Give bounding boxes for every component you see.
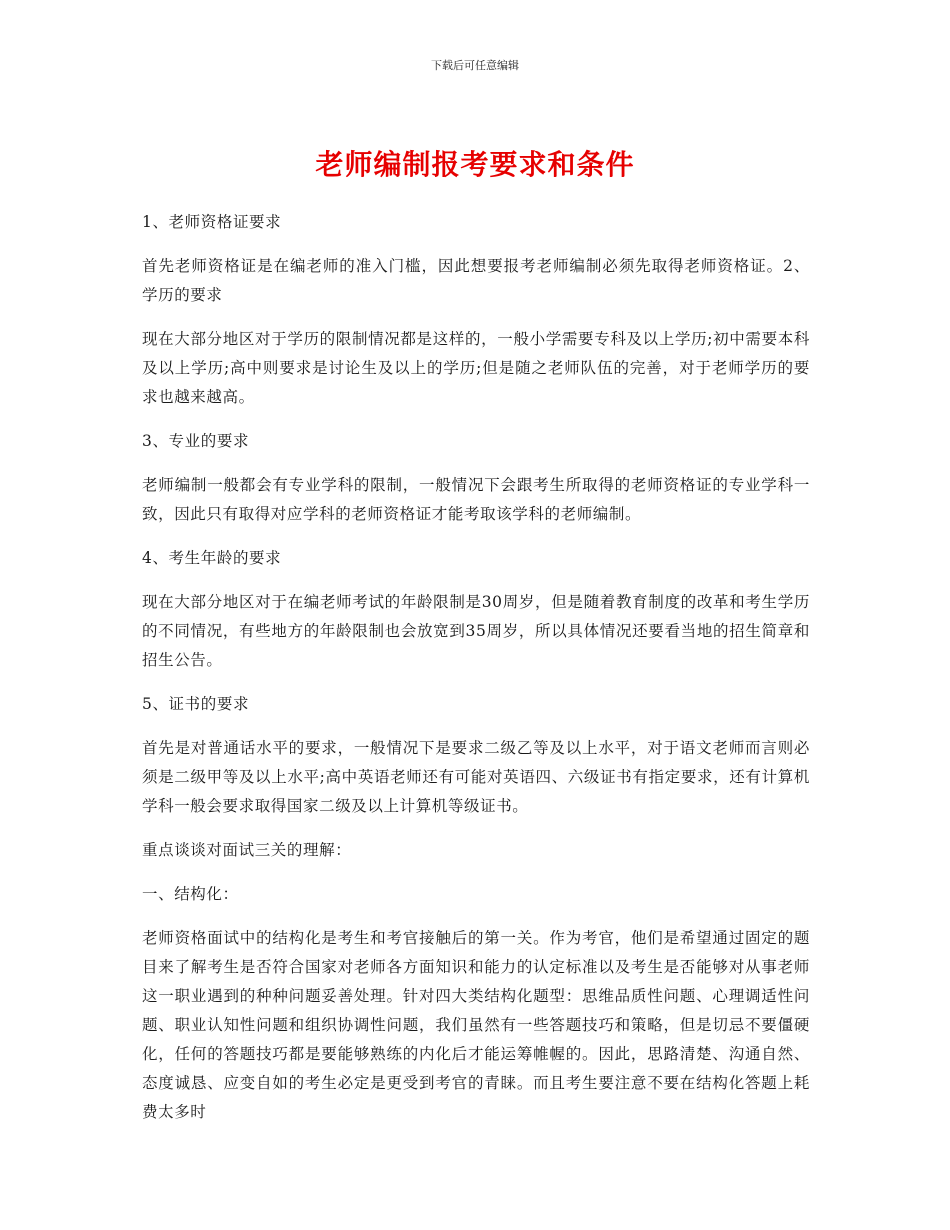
interview-intro: 重点谈谈对面试三关的理解： — [142, 841, 352, 859]
document-body — [142, 208, 810, 1142]
header-note: 下载后可任意编辑 — [431, 59, 519, 72]
section-heading-3: 3、专业的要求 — [142, 432, 250, 450]
paragraph-1: 首先老师资格证是在编老师的准入门槛，因此想要报考老师编制必须先取得老师资格证。2、学历的要求 — [142, 257, 810, 304]
interview-heading-structured: 一、结构化： — [142, 885, 239, 903]
section-heading-1: 1、老师资格证要求 — [142, 213, 282, 231]
document-title: 老师编制报考要求和条件 — [315, 148, 635, 181]
section-heading-5: 5、证书的要求 — [142, 695, 250, 713]
paragraph-5: 首先是对普通话水平的要求，一般情况下是要求二级乙等及以上水平，对于语文老师而言则必须是二级甲等及以上水平;高中英语老师还有可能对英语四、六级证书有指定要求，还有计算机学科一般会要求取得国家二级及以上计算机等级证书。 — [142, 739, 810, 815]
paragraph-structured: 老师资格面试中的结构化是考生和考官接触后的第一关。作为考官，他们是希望通过固定的题目来了解考生是否符合国家对老师各方面知识和能力的认定标准以及考生是否能够对从事老师这一职业遇到的种种问题妥善处理。针对四大类结构化题型：思维品质性问题、心理调适性问题、职业认知性问题和组织协调性问题，我们虽然有一些答题技巧和策略，但是切忌不要僵硬化，任何的答题技巧都是要能够熟练的内化后才能运筹帷幄的。因此，思路清楚、沟通自然、态度诚恳、应变自如的考生必定是更受到考官的青睐。而且考生要注意不要在结构化答题上耗费太多时 — [142, 929, 810, 1121]
paragraph-3: 老师编制一般都会有专业学科的限制，一般情况下会跟考生所取得的老师资格证的专业学科一致，因此只有取得对应学科的老师资格证才能考取该学科的老师编制。 — [142, 476, 810, 523]
section-heading-4: 4、考生年龄的要求 — [142, 549, 282, 567]
paragraph-4: 现在大部分地区对于在编老师考试的年龄限制是30周岁，但是随着教育制度的改革和考生学历的不同情况，有些地方的年龄限制也会放宽到35周岁，所以具体情况还要看当地的招生简章和招生公告。 — [142, 593, 810, 669]
paragraph-2: 现在大部分地区对于学历的限制情况都是这样的，一般小学需要专科及以上学历;初中需要本科及以上学历;高中则要求是讨论生及以上的学历;但是随之老师队伍的完善，对于老师学历的要求也越来越高。 — [142, 330, 810, 406]
